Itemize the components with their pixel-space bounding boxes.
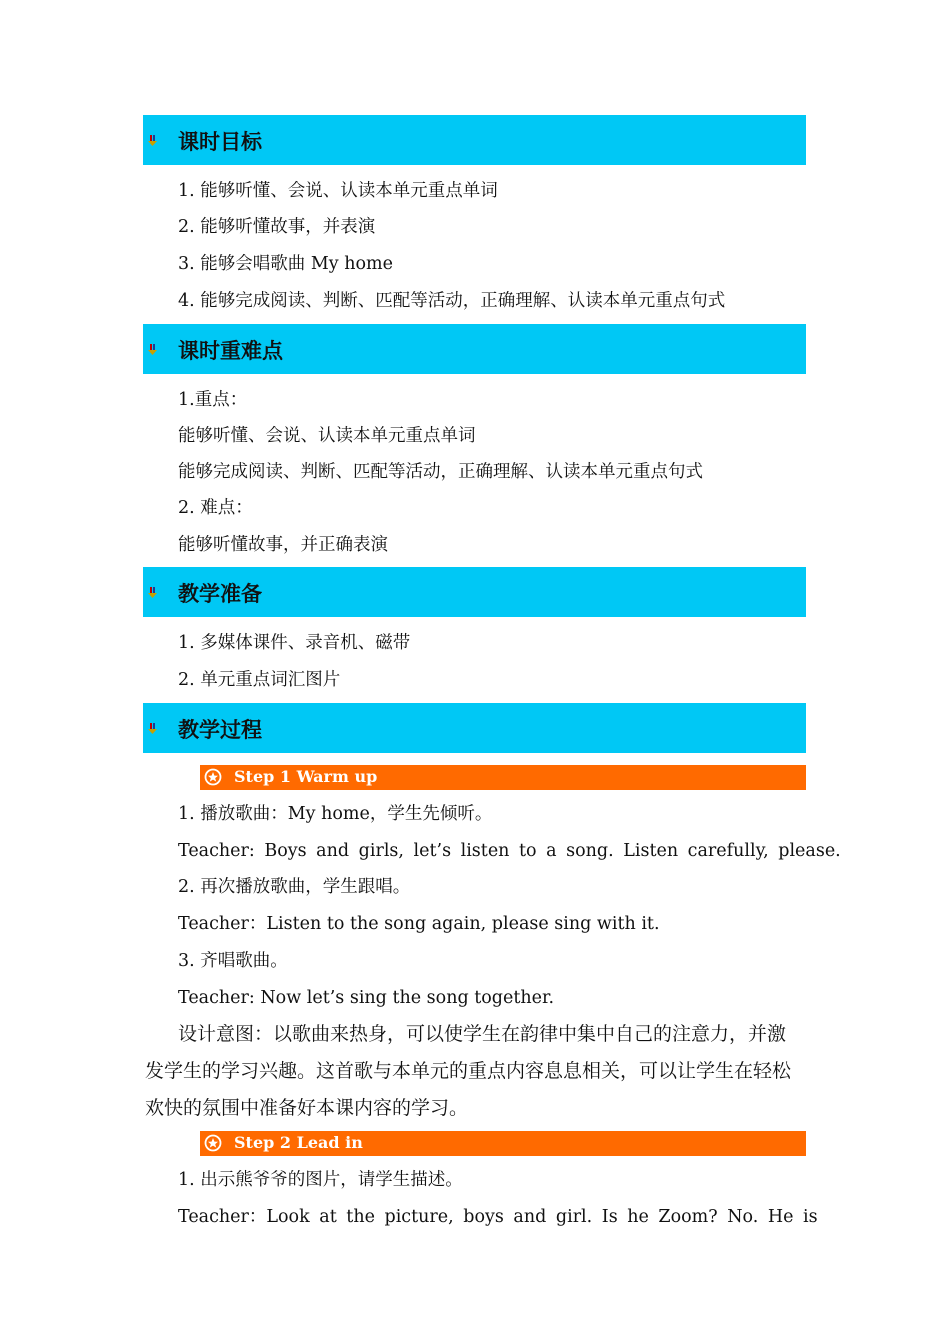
key-points-heading: 1.重点： (178, 390, 248, 410)
objective-item: 4. 能够完成阅读、判断、匹配等活动，正确理解、认读本单元重点句式 (178, 291, 726, 311)
objective-item: 3. 能够会唱歌曲 My home (178, 254, 393, 274)
difficulty-item: 能够听懂故事，并正确表演 (178, 535, 388, 555)
section-title: 教学过程 (178, 718, 262, 742)
step-header-lead-in (200, 1131, 806, 1156)
bullet-arrow-icon (147, 344, 159, 356)
step1-line: 1. 播放歌曲：My home，学生先倾听。 (178, 804, 493, 824)
star-circle-icon (204, 1134, 222, 1152)
step-title: Step 1 Warm up (234, 767, 378, 786)
step2-line: 1. 出示熊爷爷的图片，请学生描述。 (178, 1170, 463, 1190)
section-header-key-points (143, 324, 806, 374)
step1-line: Teacher: Now let’s sing the song together. (178, 988, 555, 1008)
design-intent-line: 欢快的氛围中准备好本课内容的学习。 (145, 1097, 469, 1119)
step-title: Step 2 Lead in (234, 1133, 363, 1152)
design-intent-line: 发学生的学习兴趣。这首歌与本单元的重点内容息息相关，可以让学生在轻松 (145, 1060, 792, 1082)
key-point-item: 能够听懂、会说、认读本单元重点单词 (178, 426, 476, 446)
objective-item: 2. 能够听懂故事，并表演 (178, 217, 376, 237)
star-circle-icon (204, 768, 222, 786)
difficulty-heading: 2. 难点： (178, 498, 253, 518)
step1-line: Teacher：Listen to the song again, please sing with it. (178, 914, 660, 934)
section-header-preparation (143, 567, 806, 617)
preparation-item: 1. 多媒体课件、录音机、磁带 (178, 633, 411, 653)
bullet-arrow-icon (147, 587, 159, 599)
step1-line: 2. 再次播放歌曲，学生跟唱。 (178, 877, 411, 897)
bullet-arrow-icon (147, 723, 159, 735)
key-point-item: 能够完成阅读、判断、匹配等活动，正确理解、认读本单元重点句式 (178, 462, 703, 482)
objective-item: 1. 能够听懂、会说、认读本单元重点单词 (178, 181, 498, 201)
step2-line: Teacher：Look at the picture, boys and girl. Is he Zoom? No. He is (178, 1207, 818, 1227)
bullet-arrow-icon (147, 135, 159, 147)
design-intent-line: 设计意图：以歌曲来热身，可以使学生在韵律中集中自己的注意力，并激 (178, 1023, 787, 1045)
step1-line: 3. 齐唱歌曲。 (178, 951, 288, 971)
section-title: 教学准备 (178, 582, 262, 606)
step-header-warm-up (200, 765, 806, 790)
step1-line: Teacher: Boys and girls, let’s listen to a song. Listen carefully, please. (178, 841, 841, 861)
section-header-process (143, 703, 806, 753)
section-title: 课时目标 (178, 130, 262, 154)
section-title: 课时重难点 (178, 339, 283, 363)
preparation-item: 2. 单元重点词汇图片 (178, 670, 341, 690)
section-header-objectives (143, 115, 806, 165)
